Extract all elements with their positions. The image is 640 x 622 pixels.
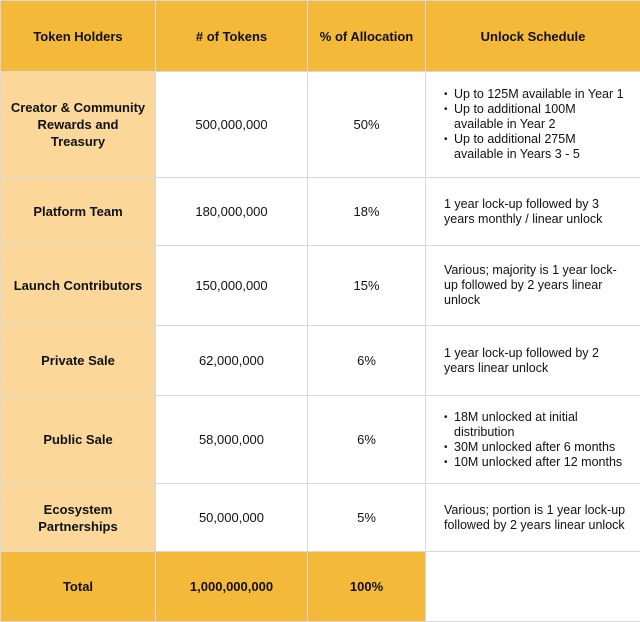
table-row xyxy=(1,396,640,484)
schedule-item: • 30M unlocked after 6 months xyxy=(454,440,626,455)
header-token-holders: Token Holders xyxy=(1,1,156,72)
tokens-cell: 180,000,000 xyxy=(156,178,308,246)
holder-cell: Public Sale xyxy=(1,396,156,484)
tokens-cell: 58,000,000 xyxy=(156,396,308,484)
schedule-list xyxy=(444,410,626,470)
holder-cell: Private Sale xyxy=(1,326,156,396)
holder-cell: Launch Contributors xyxy=(1,246,156,326)
header-num-tokens: # of Tokens xyxy=(156,1,308,72)
pct-cell: 5% xyxy=(308,484,426,552)
schedule-cell xyxy=(426,396,640,484)
holder-cell: Platform Team xyxy=(1,178,156,246)
header-pct-allocation: % of Allocation xyxy=(308,1,426,72)
schedule-cell: 1 year lock-up followed by 2 years linear unlock xyxy=(426,326,640,396)
pct-cell: 6% xyxy=(308,396,426,484)
header-row xyxy=(1,1,640,72)
pct-cell: 6% xyxy=(308,326,426,396)
tokens-cell: 500,000,000 xyxy=(156,72,308,178)
total-label: Total xyxy=(1,552,156,622)
schedule-item: • Up to additional 275M available in Years 3 - 5 xyxy=(454,132,626,162)
schedule-list xyxy=(444,87,626,162)
pct-cell: 50% xyxy=(308,72,426,178)
tokens-cell: 150,000,000 xyxy=(156,246,308,326)
schedule-cell: Various; portion is 1 year lock-up followed by 2 years linear unlock xyxy=(426,484,640,552)
tokens-cell: 50,000,000 xyxy=(156,484,308,552)
schedule-cell xyxy=(426,72,640,178)
pct-cell: 15% xyxy=(308,246,426,326)
total-schedule-empty xyxy=(426,552,640,622)
schedule-item: • 10M unlocked after 12 months xyxy=(454,455,626,470)
schedule-item: • Up to additional 100M available in Year 2 xyxy=(454,102,626,132)
table-row xyxy=(1,326,640,396)
holder-cell: Ecosystem Partnerships xyxy=(1,484,156,552)
holder-cell: Creator & Community Rewards and Treasury xyxy=(1,72,156,178)
header-unlock-schedule: Unlock Schedule xyxy=(426,1,640,72)
total-pct: 100% xyxy=(308,552,426,622)
schedule-cell: 1 year lock-up followed by 3 years monthly / linear unlock xyxy=(426,178,640,246)
schedule-item: • Up to 125M available in Year 1 xyxy=(454,87,626,102)
total-row xyxy=(1,552,640,622)
schedule-cell: Various; majority is 1 year lock-up followed by 2 years linear unlock xyxy=(426,246,640,326)
table-row xyxy=(1,484,640,552)
tokens-cell: 62,000,000 xyxy=(156,326,308,396)
table-row xyxy=(1,246,640,326)
table-row xyxy=(1,72,640,178)
total-tokens: 1,000,000,000 xyxy=(156,552,308,622)
table-row xyxy=(1,178,640,246)
schedule-item: • 18M unlocked at initial distribution xyxy=(454,410,626,440)
pct-cell: 18% xyxy=(308,178,426,246)
